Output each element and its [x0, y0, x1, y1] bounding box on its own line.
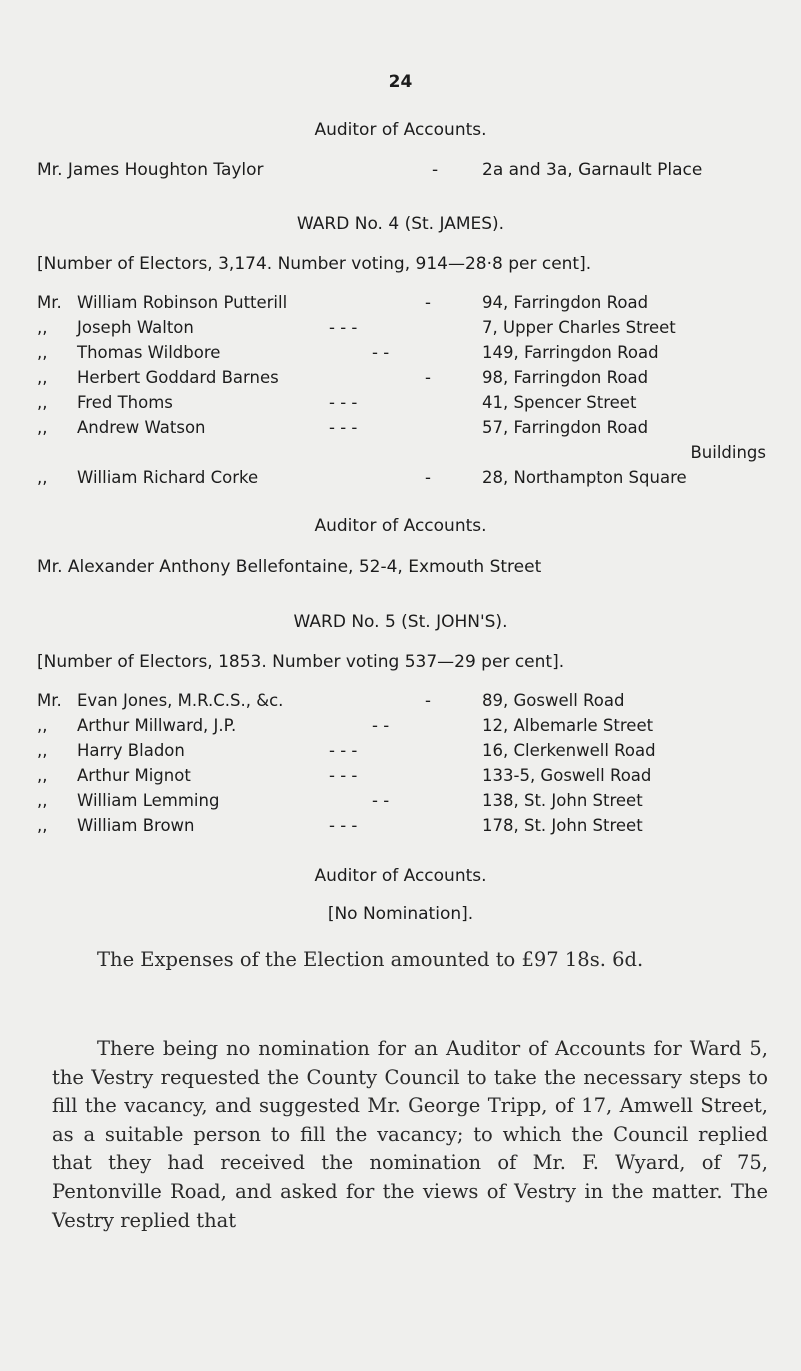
auditor-address: 2a and 3a, Garnault Place	[482, 160, 703, 180]
member-prefix: ,,	[37, 741, 48, 760]
member-address: 57, Farringdon Road	[482, 418, 649, 437]
ward4-heading: WARD No. 4 (St. JAMES).	[296, 214, 505, 234]
member-prefix: Mr.	[37, 293, 62, 312]
member-row	[37, 293, 767, 315]
leader-dash: - - -	[329, 318, 358, 337]
member-address: 7, Upper Charles Street	[482, 318, 676, 337]
member-prefix: ,,	[37, 716, 48, 735]
member-name: Andrew Watson	[77, 418, 206, 437]
leader-dash: - - -	[329, 741, 358, 760]
member-prefix: ,,	[37, 343, 48, 362]
leader-dash: - -	[372, 716, 390, 735]
member-prefix: ,,	[37, 766, 48, 785]
member-prefix: ,,	[37, 791, 48, 810]
member-prefix: ,,	[37, 418, 48, 437]
page-number: 24	[388, 72, 413, 92]
ward4-electors: [Number of Electors, 3,174. Number voting, 914—28·8 per cent].	[37, 254, 592, 274]
member-row	[37, 418, 767, 440]
member-name: Arthur Millward, J.P.	[77, 716, 237, 735]
member-name: Harry Bladon	[77, 741, 185, 760]
member-name: William Lemming	[77, 791, 220, 810]
leader-dash: - - -	[329, 418, 358, 437]
auditor-heading-ward5: Auditor of Accounts.	[314, 866, 487, 886]
member-row	[37, 741, 767, 763]
member-address: 178, St. John Street	[482, 816, 643, 835]
member-row	[37, 368, 767, 390]
leader-dash: -	[425, 468, 431, 487]
member-prefix: Mr.	[37, 691, 62, 710]
member-row	[37, 691, 767, 713]
member-address: 133-5, Goswell Road	[482, 766, 652, 785]
member-name: Herbert Goddard Barnes	[77, 368, 279, 387]
member-name: Evan Jones, M.R.C.S., &c.	[77, 691, 284, 710]
vacancy-paragraph: There being no nomination for an Auditor of Accounts for Ward 5, the Vestry requested the County Council to take the necessary steps to fill the vacancy, and suggested Mr. George Tripp, of 17, Amwell Street, as a suitable person to fill the vacancy; to which the Council replied that they had received the nomination of Mr. F. Wyard, of 75, Pentonville Road, and asked for the views of Vestry in the matter. The Vestry replied that	[52, 1037, 768, 1232]
ward5-heading: WARD No. 5 (St. JOHN'S).	[293, 612, 508, 632]
leader-dash: - - -	[329, 816, 358, 835]
member-row	[37, 468, 767, 490]
member-row	[37, 716, 767, 738]
member-row	[37, 343, 767, 365]
member-name: Thomas Wildbore	[77, 343, 221, 362]
member-address: 41, Spencer Street	[482, 393, 637, 412]
member-prefix: ,,	[37, 468, 48, 487]
leader-dash: - -	[372, 791, 390, 810]
leader-dash: -	[425, 293, 431, 312]
member-address: 98, Farringdon Road	[482, 368, 649, 387]
member-name: Arthur Mignot	[77, 766, 191, 785]
member-prefix: ,,	[37, 318, 48, 337]
auditor-heading-ward4: Auditor of Accounts.	[314, 516, 487, 536]
member-row	[37, 816, 767, 838]
member-address: 12, Albemarle Street	[482, 716, 654, 735]
member-row	[37, 393, 767, 415]
leader-dash: -	[425, 368, 431, 387]
leader-dash: -	[432, 160, 439, 180]
member-address: 28, Northampton Square	[482, 468, 687, 487]
member-prefix: ,,	[37, 816, 48, 835]
leader-dash: - - -	[329, 393, 358, 412]
member-row	[37, 766, 767, 788]
member-name: Fred Thoms	[77, 393, 173, 412]
auditor-entry-ward3	[37, 160, 767, 182]
member-prefix: ,,	[37, 393, 48, 412]
member-row	[37, 791, 767, 813]
auditor-entry-ward4: Mr. Alexander Anthony Bellefontaine, 52-4, Exmouth Street	[37, 557, 542, 577]
leader-dash: - -	[372, 343, 390, 362]
member-prefix: ,,	[37, 368, 48, 387]
member-name: Joseph Walton	[77, 318, 194, 337]
member-name: William Brown	[77, 816, 195, 835]
member-address: 89, Goswell Road	[482, 691, 625, 710]
member-row	[37, 318, 767, 340]
auditor-name: Mr. James Houghton Taylor	[37, 160, 264, 180]
no-nomination: [No Nomination].	[327, 904, 474, 924]
member-address: 138, St. John Street	[482, 791, 643, 810]
expenses-paragraph: The Expenses of the Election amounted to £97 18s. 6d.	[97, 948, 644, 971]
member-name: William Richard Corke	[77, 468, 259, 487]
ward5-electors: [Number of Electors, 1853. Number voting 537—29 per cent].	[37, 652, 565, 672]
member-address: 94, Farringdon Road	[482, 293, 649, 312]
member-address: 16, Clerkenwell Road	[482, 741, 656, 760]
auditor-heading-ward3: Auditor of Accounts.	[314, 120, 487, 140]
leader-dash: -	[425, 691, 431, 710]
member-name: William Robinson Putterill	[77, 293, 288, 312]
leader-dash: - - -	[329, 766, 358, 785]
address-continuation: Buildings	[690, 443, 766, 462]
member-address: 149, Farringdon Road	[482, 343, 659, 362]
